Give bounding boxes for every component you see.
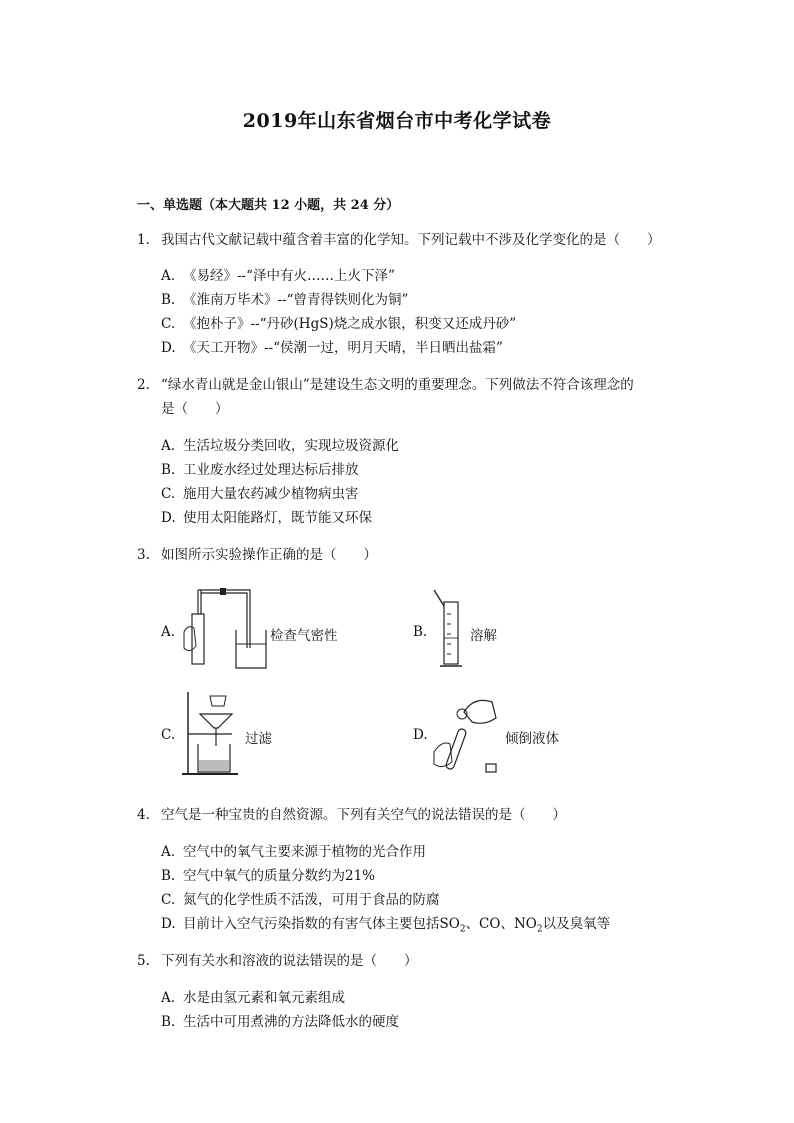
option-2b [161, 458, 359, 482]
question-5 [137, 949, 418, 973]
option-4a [161, 840, 426, 864]
figure-a-caption: 检查气密性 [270, 628, 338, 644]
option-text: 水是由氢元素和氧元素组成 [183, 990, 345, 1006]
subscript: 2 [536, 924, 543, 935]
question-number: 5. [137, 953, 150, 969]
option-label: C. [161, 486, 176, 502]
question-stem-line1: “绿水青山就是金山银山”是建设生态文明的重要理念。下列做法不符合该理念的 [161, 377, 634, 393]
question-1 [137, 228, 661, 252]
option-text: 生活中可用煮沸的方法降低水的硬度 [183, 1014, 399, 1030]
page-title: 2019年山东省烟台市中考化学试卷 [242, 110, 552, 132]
question-2-line2 [137, 397, 229, 421]
figure-a-label: A. [161, 624, 176, 640]
figure-d-label: D. [413, 727, 428, 743]
option-label: B. [161, 292, 176, 308]
option-label: D. [161, 510, 176, 526]
option-4c [161, 888, 440, 912]
option-5a [161, 986, 345, 1010]
pour-liquid-figure [430, 692, 510, 776]
option-text: 生活垃圾分类回收，实现垃圾资源化 [183, 438, 399, 454]
question-4 [137, 803, 566, 827]
option-text: 《易经》--“泽中有火……上火下泽” [183, 268, 395, 284]
option-5b [161, 1010, 399, 1034]
figure-b-caption: 溶解 [470, 628, 497, 644]
option-1d [161, 336, 503, 360]
option-text: 使用太阳能路灯，既节能又环保 [183, 510, 372, 526]
option-text: 空气中氧气的质量分数约为21% [183, 868, 376, 884]
option-label: B. [161, 462, 176, 478]
option-label: D. [161, 340, 176, 356]
figure-d-caption: 倾倒液体 [505, 731, 559, 747]
option-label: A. [161, 438, 176, 454]
option-text: 空气中的氧气主要来源于植物的光合作用 [183, 844, 426, 860]
question-number: 4. [137, 807, 150, 823]
option-label: C. [161, 316, 176, 332]
option-text-post: 以及臭氧等 [542, 916, 611, 932]
option-4b [161, 864, 375, 888]
question-number: 3. [137, 547, 150, 563]
filtration-figure [180, 688, 240, 778]
option-label: B. [161, 868, 176, 884]
option-1a [161, 264, 395, 288]
question-stem: 如图所示实验操作正确的是（ ） [161, 547, 377, 563]
figure-c-caption: 过滤 [245, 731, 272, 747]
figure-b-label: B. [413, 624, 428, 640]
option-2d [161, 506, 372, 530]
option-text: 《淮南万毕术》--“曾青得铁则化为铜” [183, 292, 409, 308]
question-3 [137, 543, 377, 567]
subscript: 2 [459, 924, 466, 935]
option-label: A. [161, 268, 176, 284]
question-stem: 我国古代文献记载中蕴含着丰富的化学知。下列记载中不涉及化学变化的是（ ） [161, 232, 661, 248]
option-text: 《天工开物》--“侯潮一过，明月天晴，半日晒出盐霜” [183, 340, 503, 356]
option-text: 氮气的化学性质不活泼，可用于食品的防腐 [183, 892, 440, 908]
question-2 [137, 373, 634, 397]
question-number: 1. [137, 232, 150, 248]
option-1c [161, 312, 516, 336]
airtightness-check-figure [180, 588, 272, 674]
option-4d [161, 912, 610, 942]
option-text: 《抱朴子》--“丹砂(HgS)烧之成水银，积变又还成丹砂” [183, 316, 517, 332]
graduated-cylinder-figure [430, 588, 470, 672]
option-text: 工业废水经过处理达标后排放 [183, 462, 359, 478]
option-label: D. [161, 916, 176, 932]
option-2a [161, 434, 399, 458]
option-label: C. [161, 892, 176, 908]
question-stem: 空气是一种宝贵的自然资源。下列有关空气的说法错误的是（ ） [161, 807, 566, 823]
option-1b [161, 288, 408, 312]
question-number: 2. [137, 377, 150, 393]
option-label: B. [161, 1014, 176, 1030]
figure-c-label: C. [161, 727, 176, 743]
option-label: A. [161, 990, 176, 1006]
question-stem: 下列有关水和溶液的说法错误的是（ ） [161, 953, 418, 969]
option-text-mid: 、CO、NO [465, 916, 537, 932]
question-stem-line2: 是（ ） [161, 401, 229, 417]
section-heading: 一、单选题（本大题共 12 小题，共 24 分） [137, 198, 400, 213]
option-2c [161, 482, 359, 506]
option-label: A. [161, 844, 176, 860]
option-text: 施用大量农药减少植物病虫害 [183, 486, 359, 502]
option-text-pre: 目前计入空气污染指数的有害气体主要包括SO [183, 916, 460, 932]
